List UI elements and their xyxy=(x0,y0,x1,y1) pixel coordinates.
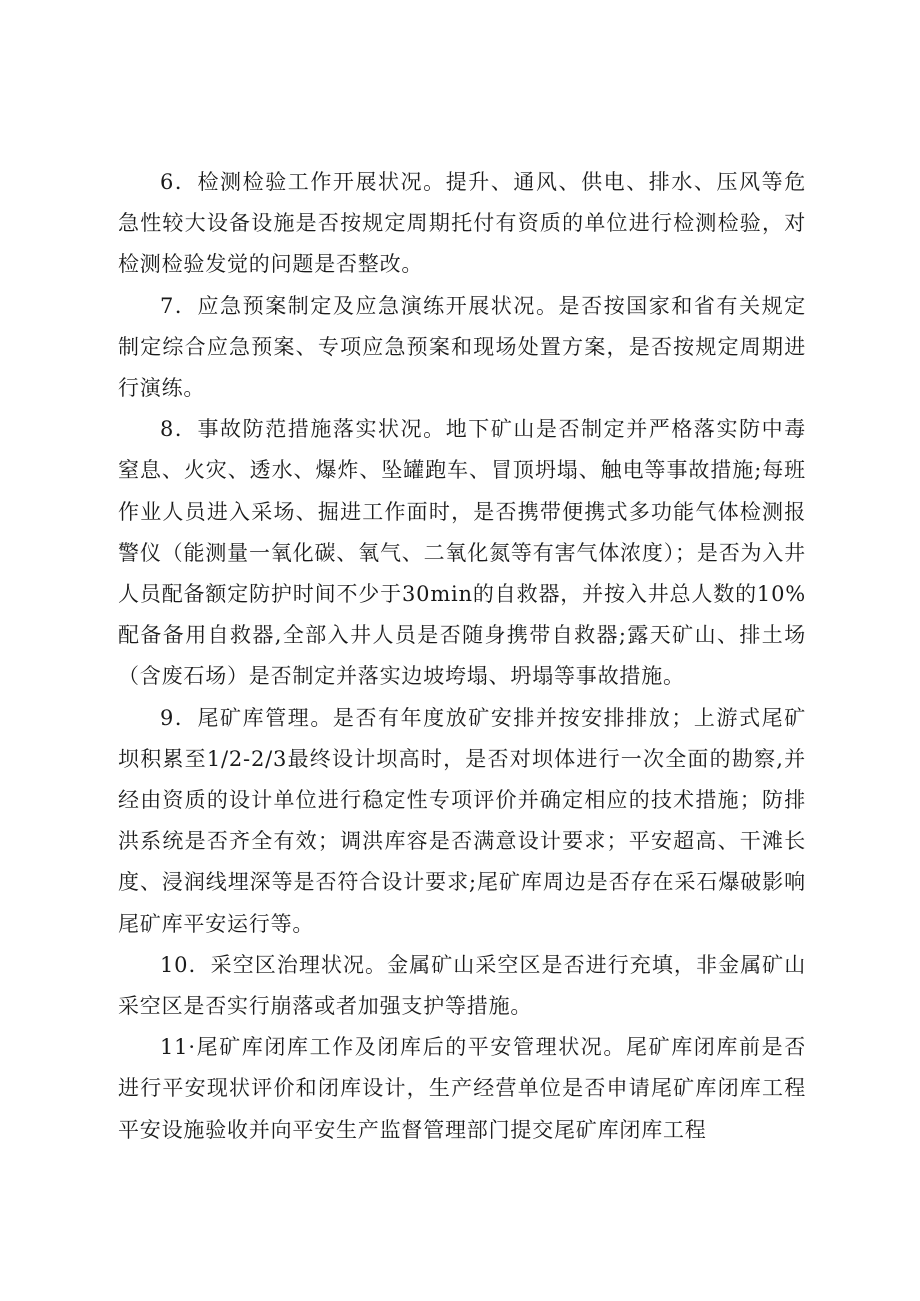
document-body xyxy=(118,162,806,1151)
paragraph-7-emergency-plans: 7．应急预案制定及应急演练开展状况。是否按国家和省有关规定制定综合应急预案、专项应急预案和现场处置方案，是否按规定周期进行演练。 xyxy=(118,293,806,401)
paragraph-10-goaf-treatment: 10．采空区治理状况。金属矿山采空区是否进行充填，非金属矿山采空区是否实行崩落或者加强支护等措施。 xyxy=(118,952,806,1019)
paragraph-6-testing-inspection: 6．检测检验工作开展状况。提升、通风、供电、排水、压风等危急性较大设备设施是否按规定周期托付有资质的单位进行检测检验，对检测检验发觉的问题是否整改。 xyxy=(118,170,806,277)
paragraph-9-tailings-management: 9．尾矿库管理。是否有年度放矿安排并按安排排放；上游式尾矿坝积累至1/2-2/3最终设计坝高时，是否对坝体进行一次全面的勘察,并经由资质的设计单位进行稳定性专项评价并确定相应的技术措施；防排洪系统是否齐全有效；调洪库容是否满意设计要求；平安超高、干滩长度、浸润线埋深等是否符合设计要求;尾矿库周边是否存在采石爆破影响尾矿库平安运行等。 xyxy=(118,705,806,936)
paragraph-8-accident-prevention: 8．事故防范措施落实状况。地下矿山是否制定并严格落实防中毒窒息、火灾、透水、爆炸、坠罐跑车、冒顶坍塌、触电等事故措施;每班作业人员进入采场、掘进工作面时，是否携带便携式多功能气体检测报警仪（能测量一氧化碳、氧气、二氧化氮等有害气体浓度）；是否为入井人员配备额定防护时间不少于30min的自救器，并按入井总人数的10%配备备用自救器,全部入井人员是否随身携带自救器;露天矿山、排土场（含废石场）是否制定并落实边坡垮塌、坍塌等事故措施。 xyxy=(118,417,806,689)
paragraph-11-tailings-closure: 11·尾矿库闭库工作及闭库后的平安管理状况。尾矿库闭库前是否进行平安现状评价和闭库设计，生产经营单位是否申请尾矿库闭库工程平安设施验收并向平安生产监督管理部门提交尾矿库闭库工程 xyxy=(118,1035,806,1142)
